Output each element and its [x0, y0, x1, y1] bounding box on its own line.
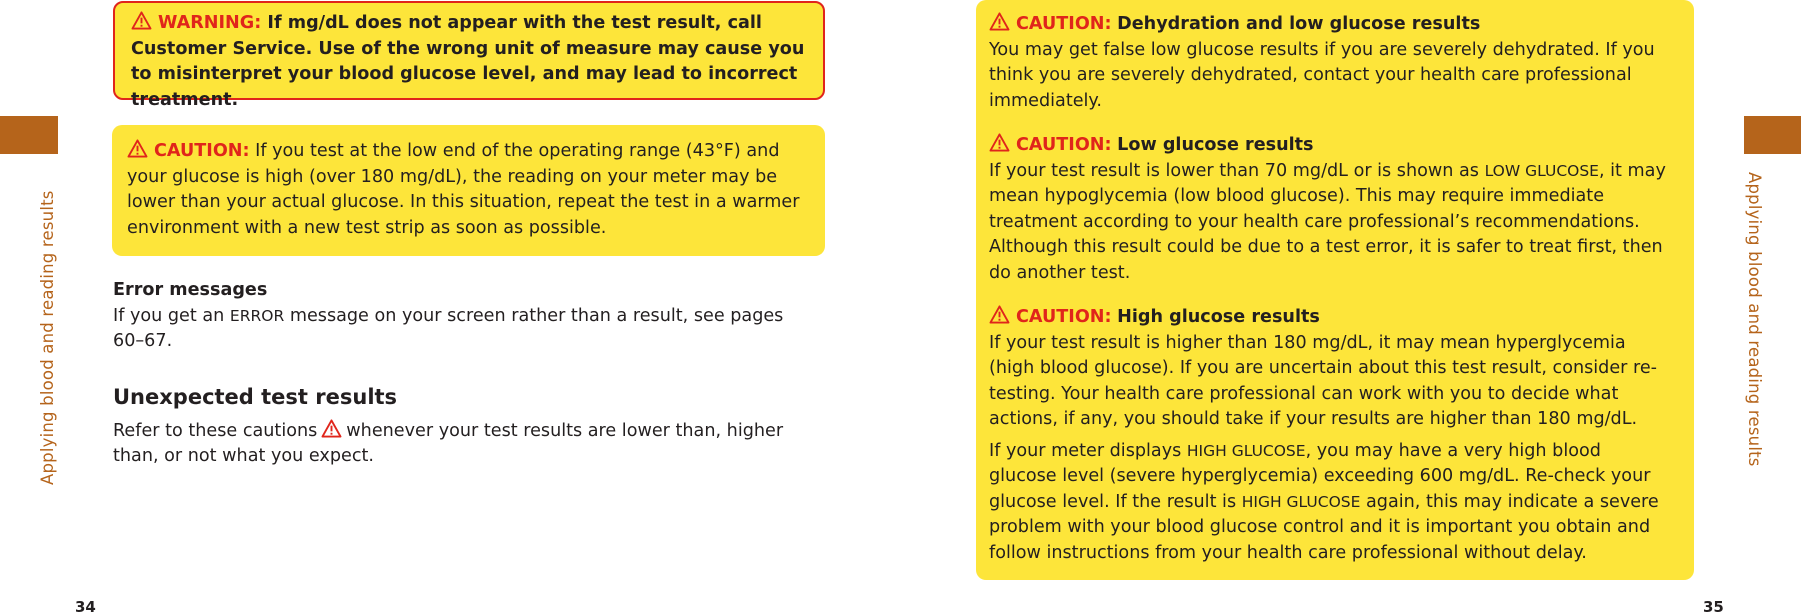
caution-label: CAUTION:: [1016, 135, 1112, 155]
caution-text: If you test at the low end of the operating range (43°F) and your glucose is high (over 180 mg/dL), the reading on your meter may be lower than your actual glucose. In this situation, repeat the test in a warmer environment with a new test strip as soon as possible.: [127, 141, 800, 238]
warning-label: WARNING:: [158, 13, 262, 33]
high-glucose-p2-mid: , you may have a very high blood glucose level (severe hyperglycemia) exceeding 600 mg/dL. Re-check your glucose level. If the result is: [989, 440, 1651, 512]
unexpected-text-before: Refer to these cautions: [113, 420, 318, 441]
caution-label: CAUTION:: [1016, 14, 1112, 34]
high-glucose-text: If your test result is higher than 180 mg/dL, it may mean hyperglycemia (high blood glucose). If you are uncertain about this test result, consider re-testing. Your health care professional can work with you to decide what actions, if any, you should take if your results are higher than 180 mg/dL.: [989, 332, 1657, 429]
unexpected-results-heading: Unexpected test results: [113, 385, 398, 409]
low-glucose-section: [989, 133, 1674, 286]
high-glucose-code: HIGH GLUCOSE: [1186, 441, 1306, 460]
caution-triangle-icon: [989, 133, 1010, 152]
caution-panel-right: [976, 0, 1694, 580]
high-glucose-section: [989, 305, 1674, 566]
caution-label: CAUTION:: [154, 141, 250, 161]
unexpected-text-after: whenever your test results are lower than, higher than, or not what you expect.: [113, 420, 784, 466]
caution-triangle-icon: [321, 419, 342, 438]
page-number-left: 34: [75, 598, 96, 616]
side-label-right: Applying blood and reading results: [1745, 172, 1764, 467]
caution-triangle-icon: [989, 12, 1010, 31]
error-messages-section: [113, 278, 793, 355]
warning-text: If mg/dL does not appear with the test result, call Customer Service. Use of the wrong unit of measure may cause you to misinterpret your blood glucose level, and may lead to incorrect treatment.: [131, 13, 805, 110]
page-tab-right: [1744, 116, 1801, 154]
high-glucose-p2-after: again, this may indicate a severe problem with your blood glucose control and it is important you obtain and follow instructions from your health care professional without delay.: [989, 491, 1659, 563]
side-label-left: Applying blood and reading results: [38, 190, 57, 485]
warning-triangle-icon: [131, 11, 152, 30]
dehydration-text: You may get false low glucose results if you are severely dehydrated. If you think you are severely dehydrated, contact your health care professional immediately.: [989, 39, 1655, 111]
page-number-right: 35: [1703, 598, 1724, 616]
caution-triangle-icon: [989, 305, 1010, 324]
page-tab-left: [0, 116, 58, 154]
dehydration-title: Dehydration and low glucose results: [1117, 14, 1481, 34]
unexpected-results-section: [113, 385, 803, 470]
low-glucose-code: LOW GLUCOSE: [1484, 161, 1599, 180]
error-code: ERROR: [229, 306, 285, 325]
low-glucose-text-after: , it may mean hypoglycemia (low blood glucose). This may require immediate treatment according to your health care professional’s recommendations. Although this result could be due to a test error, it is safer to treat first, then do another test.: [989, 160, 1666, 283]
warning-callout: [113, 1, 825, 110]
low-temperature-caution-callout: [112, 125, 825, 256]
dehydration-section: [989, 12, 1674, 114]
caution-label: CAUTION:: [1016, 307, 1112, 327]
high-glucose-p2-before: If your meter displays: [989, 440, 1182, 461]
high-glucose-code-2: HIGH GLUCOSE: [1241, 492, 1361, 511]
error-messages-text-after: message on your screen rather than a result, see pages 60–67.: [113, 305, 784, 351]
low-glucose-title: Low glucose results: [1117, 135, 1314, 155]
low-glucose-text-before: If your test result is lower than 70 mg/dL or is shown as: [989, 160, 1479, 181]
high-glucose-title: High glucose results: [1117, 307, 1320, 327]
caution-triangle-icon: [127, 139, 148, 158]
error-messages-text-before: If you get an: [113, 305, 225, 326]
error-messages-heading: Error messages: [113, 280, 268, 300]
